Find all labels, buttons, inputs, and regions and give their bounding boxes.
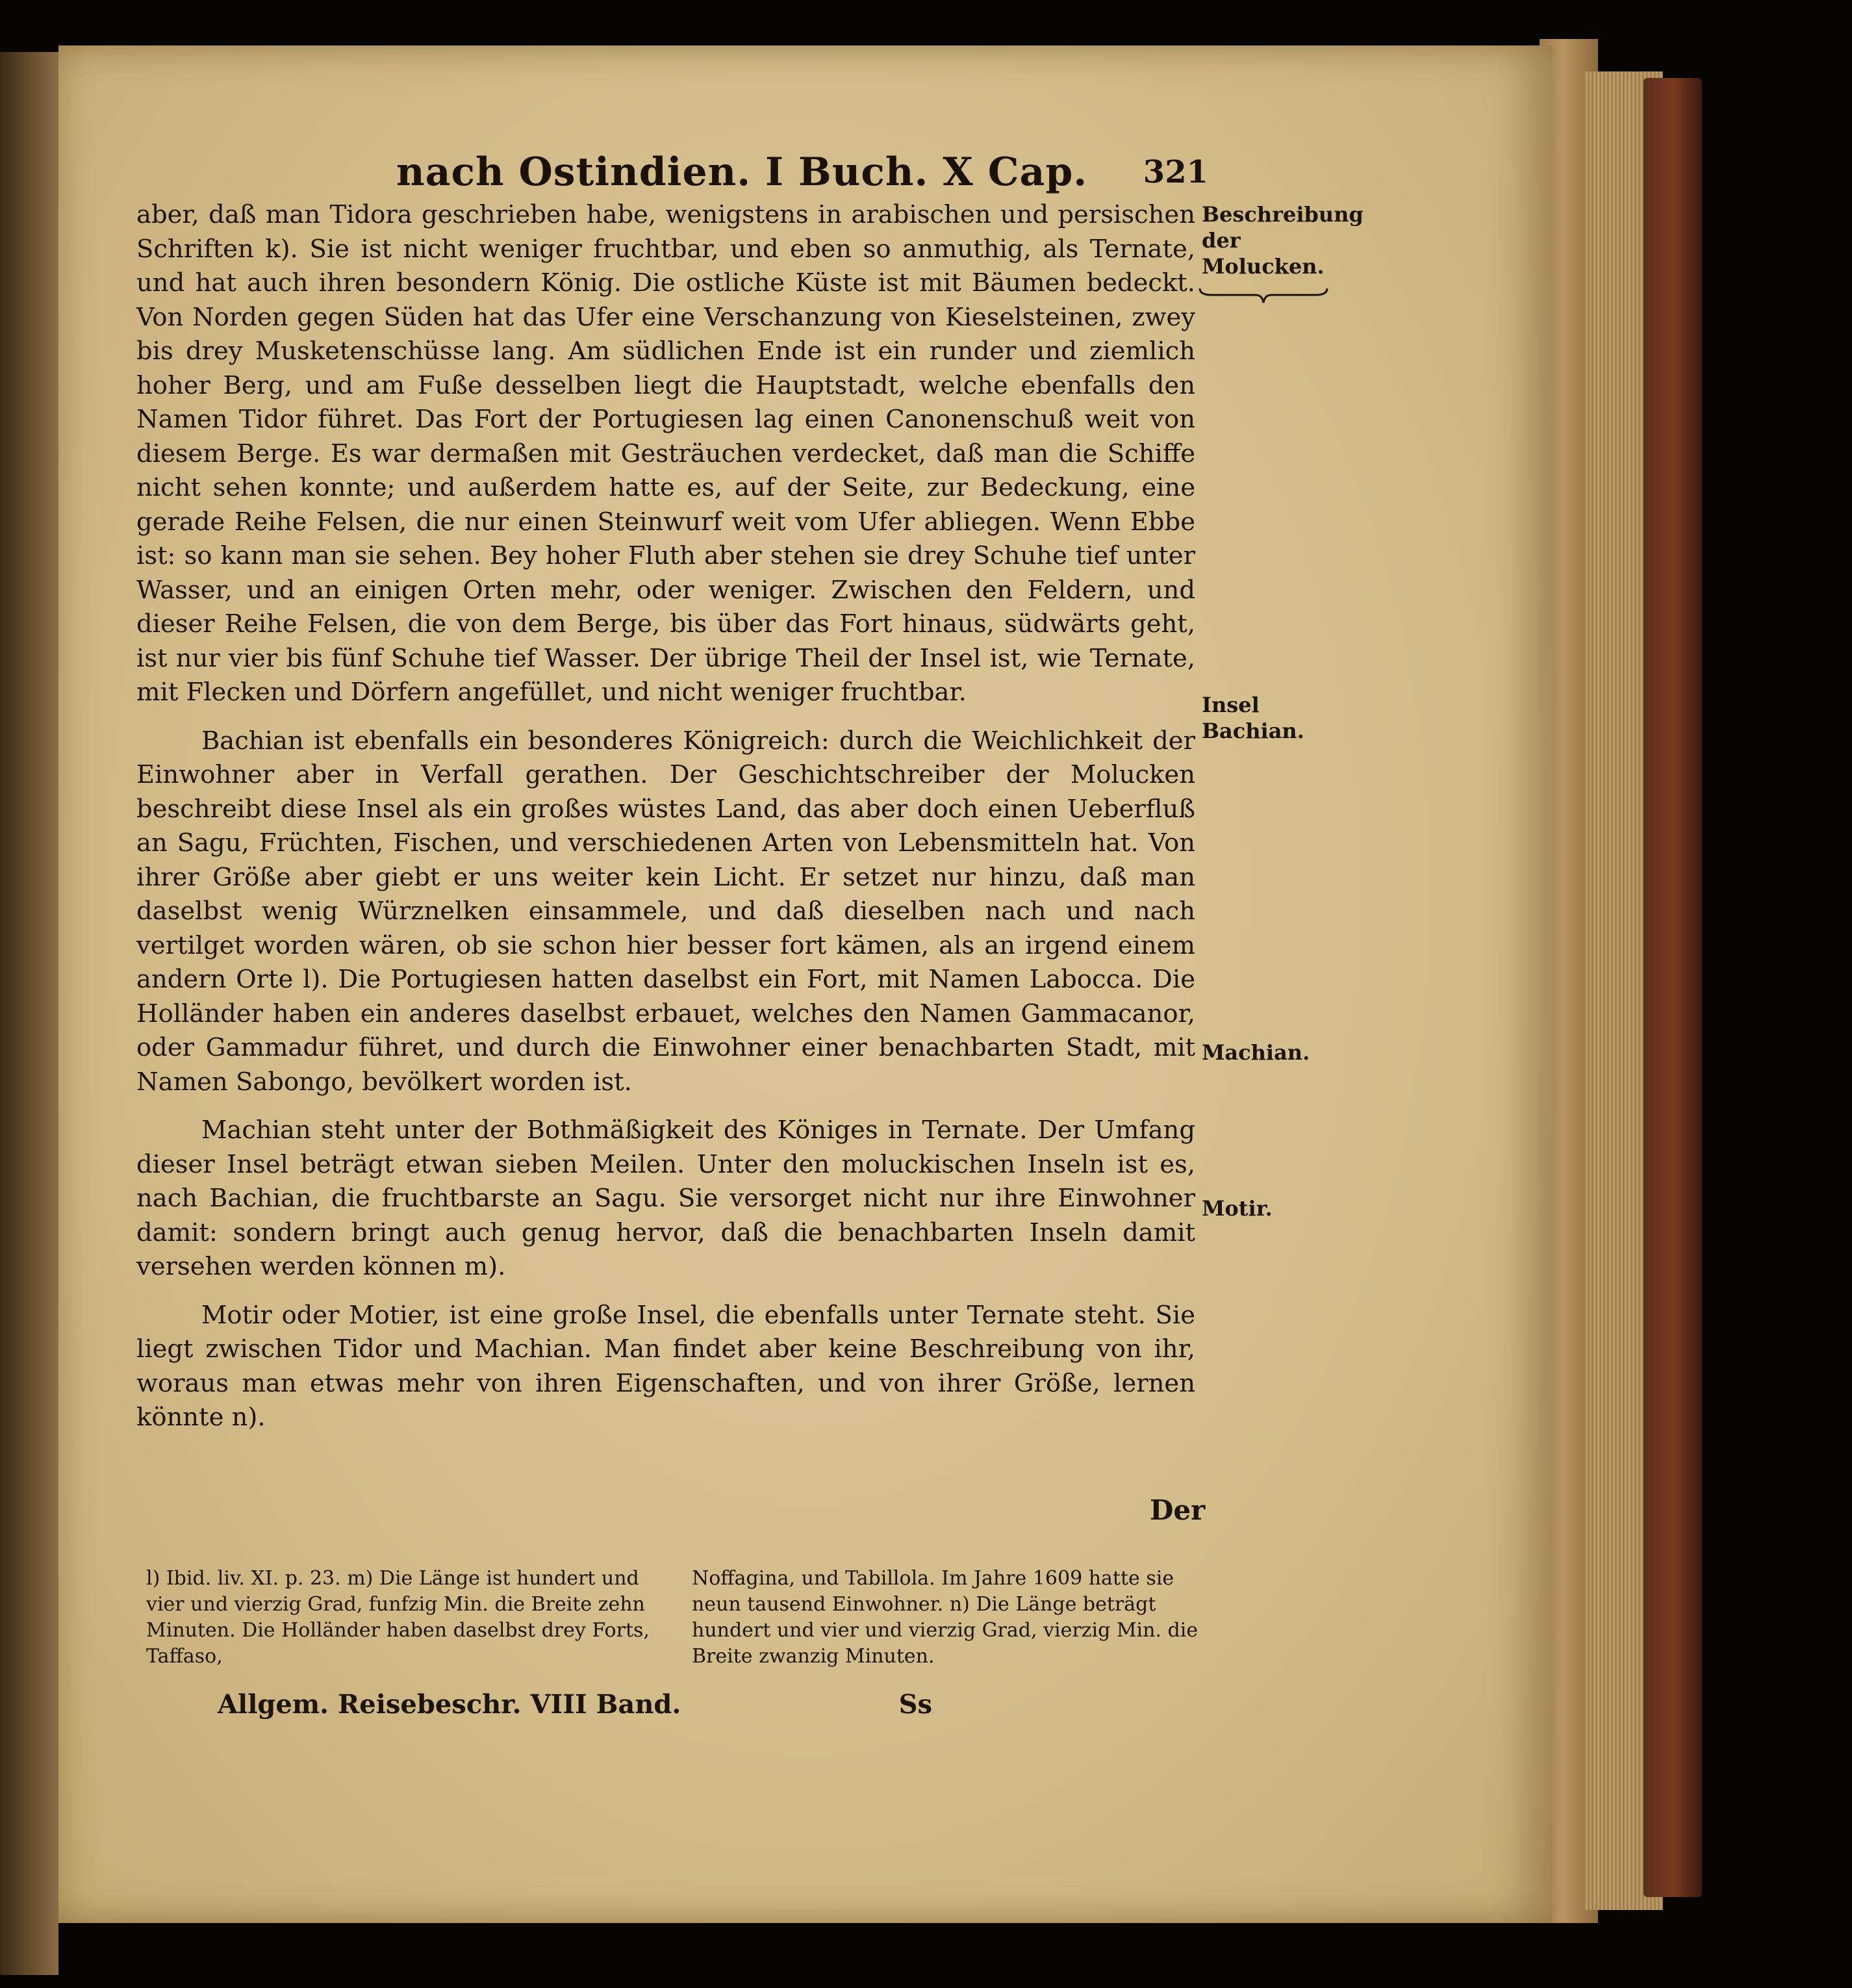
- volume-signature: Allgem. Reisebeschr. VIII Band.: [218, 1689, 681, 1720]
- footnotes: [146, 1566, 1205, 1670]
- footnotes-left-column: [146, 1566, 659, 1670]
- signature-line: [218, 1689, 932, 1720]
- running-head: [396, 143, 1208, 201]
- gathering-mark: Ss: [898, 1689, 932, 1720]
- margin-note-molucken: Beschreibung der Molucken.: [1202, 202, 1364, 279]
- footnote-right: Noffagina, und Tabillola. Im Jahre 1609 hatte sie neun tausend Einwohner. n) Die Länge beträgt hundert und vier und vierzig Grad, vierzig Min. die Breite zwanzig Minuten.: [692, 1567, 1199, 1668]
- footnotes-right-column: [692, 1566, 1205, 1670]
- brace-mark: [1199, 286, 1328, 304]
- running-head-title: nach Ostindien. I Buch. X Cap.: [396, 149, 1088, 195]
- margin-note-motir: Motir.: [1202, 1196, 1273, 1221]
- page-number: 321: [1143, 154, 1208, 190]
- margin-note-machian: Machian.: [1202, 1040, 1310, 1065]
- paragraph-tidor: aber, daß man Tidora geschrieben habe, wenigstens in arabischen und persischen Schriften k). Sie ist nicht weniger fruchtbar, und eben so anmuthig, als Ternate, und hat auch ihren besondern König. Die ostliche Küste ist mit Bäumen bedeckt. Von Norden gegen Süden hat das Ufer eine Verschanzung von Kieselsteinen, zwey bis drey Musketenschüsse lang. Am südlichen Ende ist ein runder und ziemlich hoher Berg, und am Fuße desselben liegt die Hauptstadt, welche ebenfalls den Namen Tidor führet. Das Fort der Portugiesen lag einen Canonenschuß weit von diesem Berge. Es war dermaßen mit Gesträuchen verdecket, daß man die Schiffe nicht sehen konnte; und außerdem hatte es, auf der Seite, zur Bedeckung, eine gerade Reihe Felsen, die nur einen Steinwurf weit vom Ufer abliegen. Wenn Ebbe ist: so kann man sie sehen. Bey hoher Fluth aber stehen sie drey Schuhe tief unter Wasser, und an einigen Orten mehr, oder weniger. Zwischen den Feldern, und dieser Reihe Felsen, die von dem Berge, bis über das Fort hinaus, südwärts geht, ist nur vier bis fünf Schuhe tief Wasser. Der übrige Theil der Insel ist, wie Ternate, mit Flecken und Dörfern angefüllet, und nicht weniger fruchtbar.: [136, 200, 1195, 707]
- main-text: [136, 198, 1195, 1435]
- margin-note-bachian: Insel Bachian.: [1202, 693, 1304, 743]
- paragraph-motir: Motir oder Motier, ist eine große Insel, die ebenfalls unter Ternate steht. Sie liegt zwischen Tidor und Machian. Man findet aber keine Beschreibung von ihr, woraus man etwas mehr von ihren Eigenschaften, und von ihrer Größe, lernen könnte n).: [136, 1300, 1195, 1432]
- footnote-left: l) Ibid. liv. XI. p. 23. m) Die Länge ist hundert und vier und vierzig Grad, funfzig Min. die Breite zehn Minuten. Die Holländer haben daselbst drey Forts, Taffaso,: [146, 1567, 650, 1668]
- paragraph-bachian: Bachian ist ebenfalls ein besonderes Königreich: durch die Weichlichkeit der Einwohner aber in Verfall gerathen. Der Geschichtschreiber der Molucken beschreibt diese Insel als ein großes wüstes Land, das aber doch einen Ueberfluß an Sagu, Früchten, Fischen, und verschiedenen Arten von Lebensmitteln hat. Von ihrer Größe aber giebt er uns weiter kein Licht. Er setzet nur hinzu, daß man daselbst wenig Würznelken einsammele, und daß dieselben nach und nach vertilget worden wären, ob sie schon hier besser fort kämen, als an irgend einem andern Orte l). Die Portugiesen hatten daselbst ein Fort, mit Namen Labocca. Die Holländer haben ein anderes daselbst erbauet, welches den Namen Gammacanor, oder Gammadur führet, und durch die Einwohner einer benachbarten Stadt, mit Namen Sabongo, bevölkert worden ist.: [136, 726, 1195, 1097]
- facing-page-edge: [0, 52, 58, 1975]
- paragraph-machian: Machian steht unter der Bothmäßigkeit des Königes in Ternate. Der Umfang dieser Insel beträgt etwan sieben Meilen. Unter den moluckischen Inseln ist es, nach Bachian, die fruchtbarste an Sagu. Sie versorget nicht nur ihre Einwohner damit: sondern bringt auch genug hervor, daß die benachbarten Inseln damit versehen werden können m).: [136, 1115, 1195, 1281]
- book-cover-edge: [1643, 78, 1702, 1897]
- catchword: Der: [1150, 1494, 1206, 1526]
